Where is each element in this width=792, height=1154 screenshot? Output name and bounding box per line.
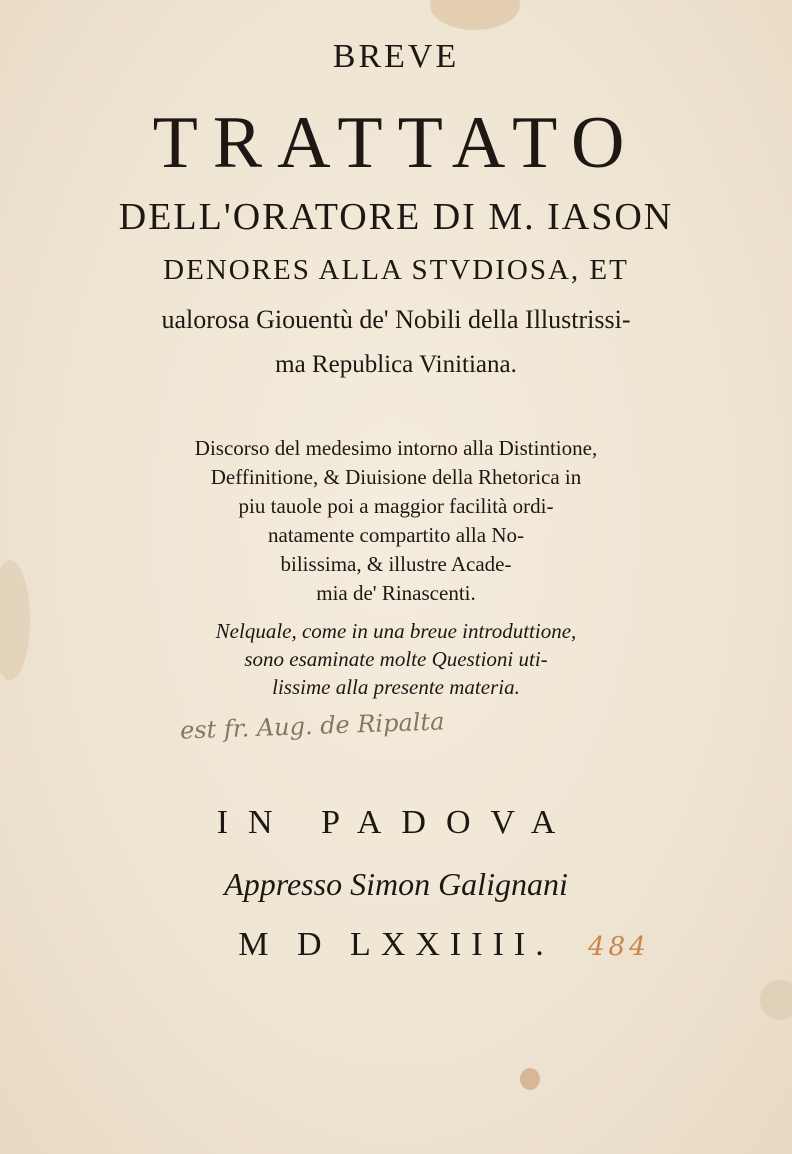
title-line-giouentu: ualorosa Giouentù de' Nobili della Illustrissi- xyxy=(161,305,631,334)
imprint-city: IN PADOVA xyxy=(216,804,576,841)
foxing-stain-bottom xyxy=(520,1068,540,1090)
discorso-line-1: Discorso del medesimo intorno alla Distintione, xyxy=(194,436,598,460)
discorso-line-2: Deffinitione, & Diuisione della Rhetorica in xyxy=(210,465,582,489)
imprint-printer: Appresso Simon Galignani xyxy=(224,866,568,902)
discorso-line-4: natamente compartito alla No- xyxy=(268,523,524,547)
discorso-line-5: bilissima, & illustre Acade- xyxy=(280,552,512,576)
foxing-stain-top xyxy=(430,0,520,30)
title-trattato: TRATTATO xyxy=(152,102,640,184)
imprint-date: M D LXXIIII. xyxy=(238,926,554,963)
foxing-stain-right xyxy=(760,980,792,1020)
nelquale-line-1: Nelquale, come in una breue introduttione, xyxy=(215,619,577,643)
title-line-dell-oratore: DELL'ORATORE DI M. IASON xyxy=(118,196,674,238)
title-line-republica: ma Republica Vinitiana. xyxy=(275,351,517,378)
discorso-line-3: piu tauole poi a maggior facilità ordi- xyxy=(238,494,554,518)
manuscript-ownership-inscription: est fr. Aug. de Ripalta xyxy=(179,707,445,745)
discorso-line-6: mia de' Rinascenti. xyxy=(316,581,476,605)
nelquale-line-2: sono esaminate molte Questioni uti- xyxy=(244,647,548,671)
title-line-denores: DENORES ALLA STVDIOSA, ET xyxy=(163,254,629,286)
nelquale-line-3: lissime alla presente materia. xyxy=(272,675,520,699)
title-breve: BREVE xyxy=(332,38,460,75)
manuscript-number: 484 xyxy=(588,932,650,962)
